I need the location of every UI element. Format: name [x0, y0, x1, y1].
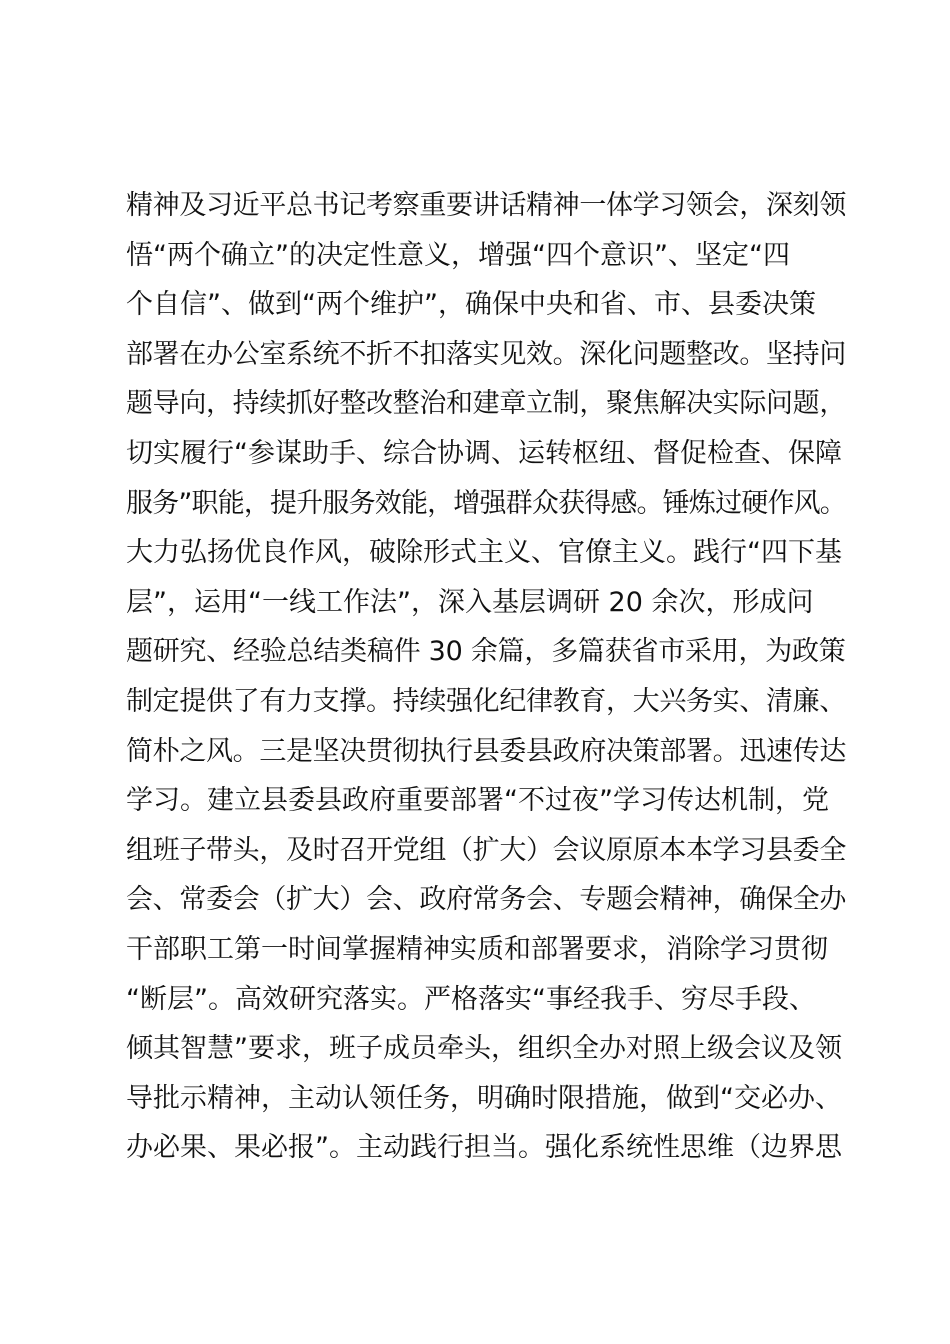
text-line: 导批示精神，主动认领任务，明确时限措施，做到“交必办、 — [126, 1082, 842, 1114]
text-line: 题导向，持续抓好整改整治和建章立制，聚焦解决实际问题， — [126, 388, 846, 420]
text-line: 倾其智慧”要求，班子成员牵头，组织全办对照上级会议及领 — [126, 1033, 842, 1065]
text-line: 切实履行“参谋助手、综合协调、运转枢纽、督促检查、保障 — [126, 437, 842, 469]
body-paragraph — [126, 181, 846, 1173]
text-line: 精神及习近平总书记考察重要讲话精神一体学习领会，深刻领 — [126, 190, 846, 221]
text-line: 简朴之风。三是坚决贯彻执行县委县政府决策部署。迅速传达 — [126, 735, 846, 767]
text-line: 层”，运用“一线工作法”，深入基层调研 20 余次，形成问 — [126, 586, 814, 618]
text-line: 个自信”、做到“两个维护”，确保中央和省、市、县委决策 — [126, 289, 816, 321]
text-line: “断层”。高效研究落实。严格落实“事经我手、穷尽手段、 — [126, 983, 816, 1015]
text-line: 部署在办公室系统不折不扣落实见效。深化问题整改。坚持问 — [126, 338, 846, 370]
text-line: 组班子带头，及时召开党组（扩大）会议原原本本学习县委全 — [126, 834, 846, 866]
text-line: 悟“两个确立”的决定性意义，增强“四个意识”、坚定“四 — [126, 239, 790, 271]
text-line: 服务”职能，提升服务效能，增强群众获得感。锤炼过硬作风。 — [126, 487, 846, 519]
text-line: 干部职工第一时间掌握精神实质和部署要求，消除学习贯彻 — [126, 933, 828, 965]
text-line: 题研究、经验总结类稿件 30 余篇，多篇获省市采用，为政策 — [126, 636, 846, 668]
text-line: 学习。建立县委县政府重要部署“不过夜”学习传达机制，党 — [126, 785, 829, 817]
text-line: 会、常委会（扩大）会、政府常务会、专题会精神，确保全办 — [126, 884, 846, 916]
text-line: 办必果、果必报”。主动践行担当。强化系统性思维（边界思 — [126, 1132, 842, 1164]
text-line: 制定提供了有力支撑。持续强化纪律教育，大兴务实、清廉、 — [126, 685, 846, 717]
text-line: 大力弘扬优良作风，破除形式主义、官僚主义。践行“四下基 — [126, 537, 842, 569]
